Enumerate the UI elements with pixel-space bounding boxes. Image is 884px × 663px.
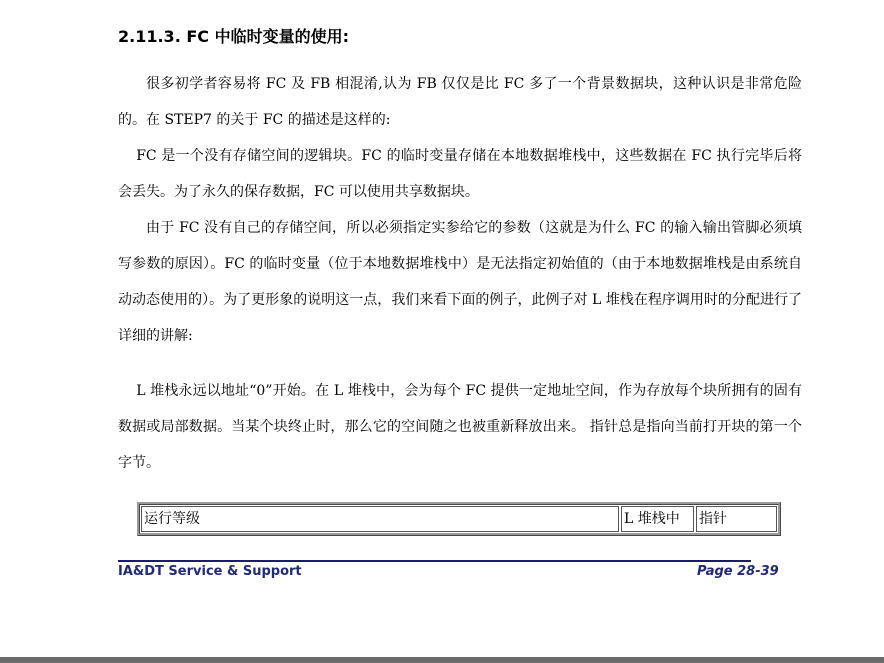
table-header-cell: 指针 xyxy=(696,506,777,532)
footer-company: IA&DT Service & Support xyxy=(118,564,302,579)
viewer-bottom-bar xyxy=(0,657,884,663)
footer-rule xyxy=(118,560,751,562)
footer-page-number: Page 28-39 xyxy=(697,564,779,579)
stack-table xyxy=(137,502,781,536)
paragraph: L 堆栈永远以地址“0”开始。在 L 堆栈中，会为每个 FC 提供一定地址空间，作为存放每个块所拥有的固有数据或局部数据。当某个块终止时，那么它的空间随之也被重新释放出来。 指针总是指向当前打开块的第一个字节。 xyxy=(118,383,802,471)
table-header-cell: 运行等级 xyxy=(141,506,619,532)
body-text-block xyxy=(118,373,802,481)
table-header-cell: L 堆栈中 xyxy=(621,506,694,532)
body-text-block xyxy=(118,66,802,354)
paragraph: FC 是一个没有存储空间的逻辑块。FC 的临时变量存储在本地数据堆栈中，这些数据在 FC 执行完毕后将会丢失。为了永久的保存数据，FC 可以使用共享数据块。 xyxy=(118,148,802,200)
paragraph: 很多初学者容易将 FC 及 FB 相混淆,认为 FB 仅仅是比 FC 多了一个背景数据块，这种认识是非常危险的。在 STEP7 的关于 FC 的描述是这样的: xyxy=(118,76,802,128)
paragraph: 由于 FC 没有自己的存储空间，所以必须指定实参给它的参数（这就是为什么 FC 的输入输出管脚必须填写参数的原因）。FC 的临时变量（位于本地数据堆栈中）是无法指定初始值的（由于本地数据堆栈是由系统自动动态使用的）。为了更形象的说明这一点，我们来看下面的例子，此例子对 L 堆栈在程序调用时的分配进行了详细的讲解: xyxy=(118,220,802,344)
section-heading: 2.11.3. FC 中临时变量的使用: xyxy=(118,27,349,46)
